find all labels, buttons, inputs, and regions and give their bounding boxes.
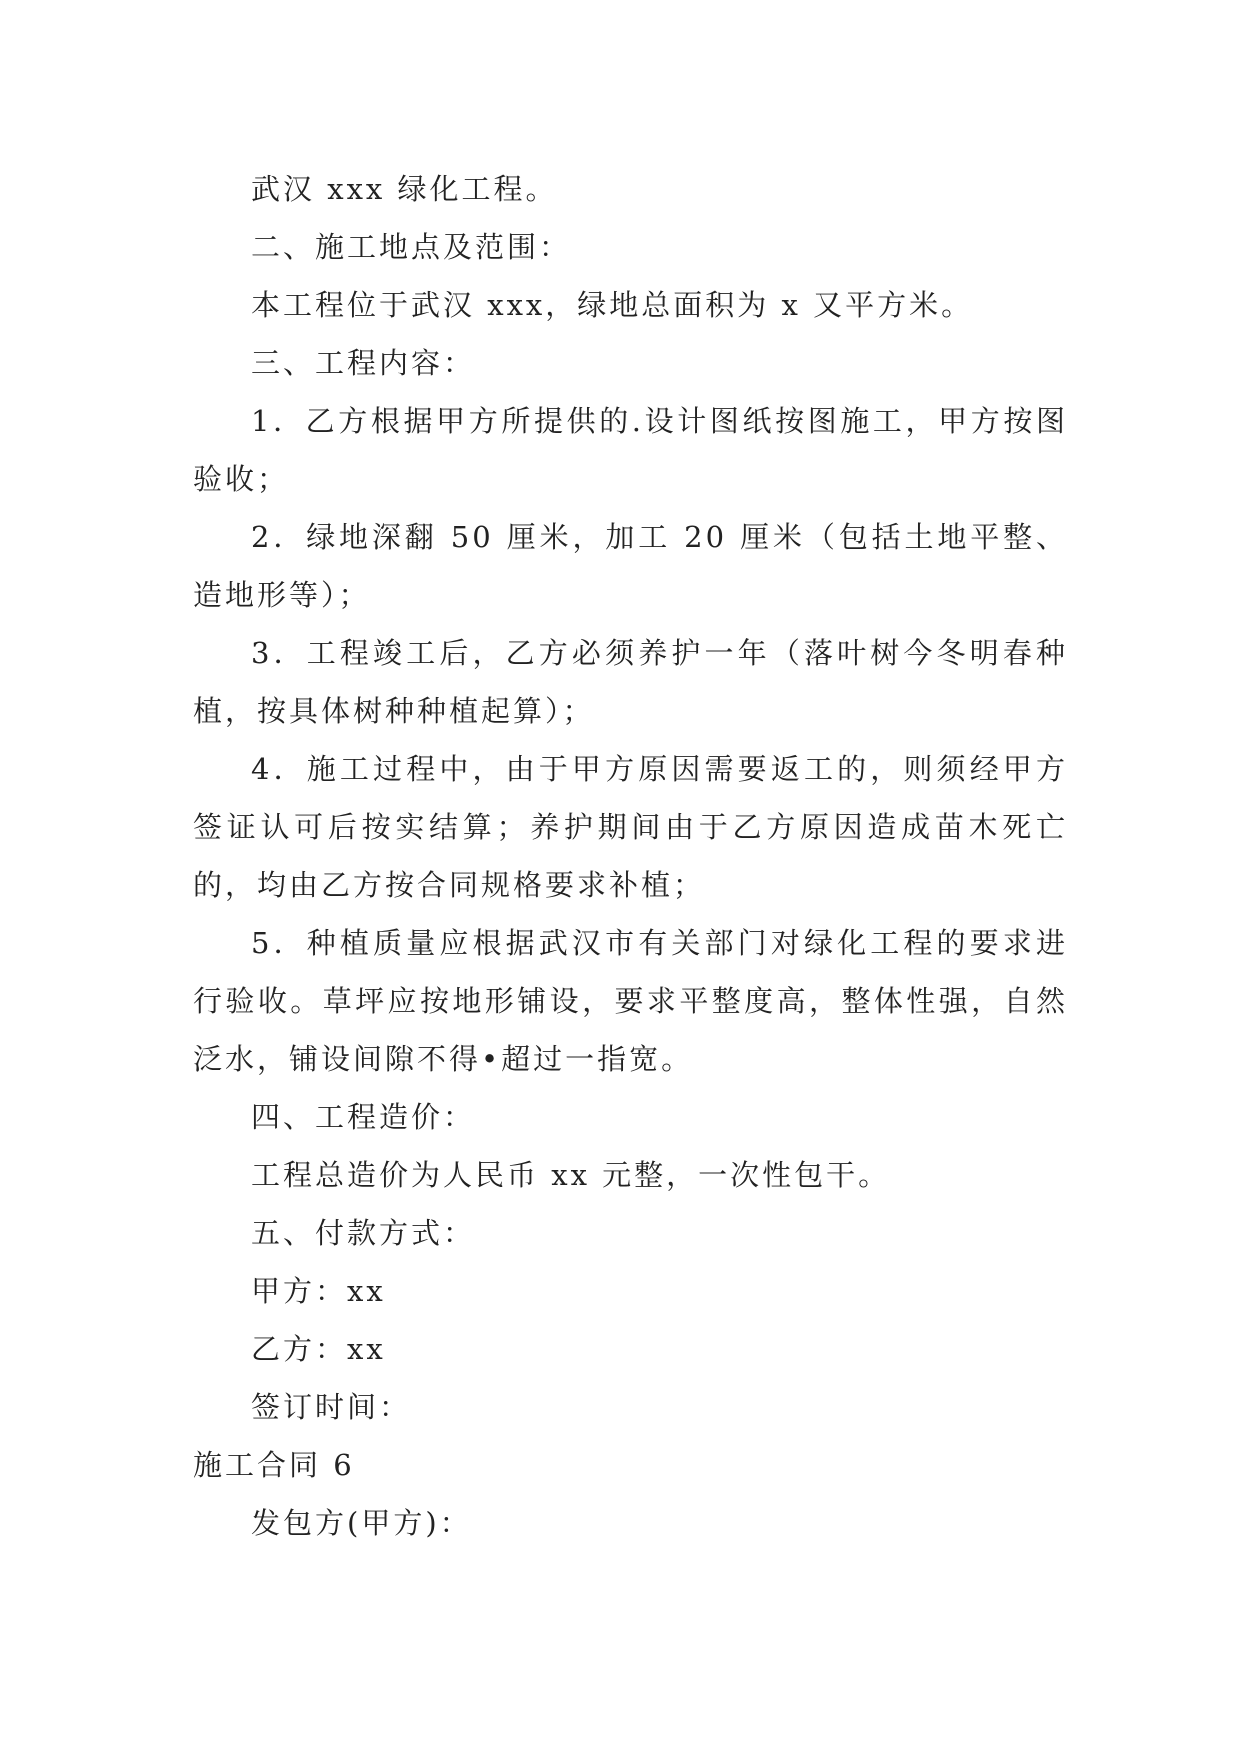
location-paragraph: 本工程位于武汉 xxx，绿地总面积为 x 又平方米。	[251, 288, 974, 322]
content-item-3: 3．工程竣工后，乙方必须养护一年（落叶树今冬明春种植，按具体树种种植起算）；	[193, 636, 1068, 728]
content-item-4: 4．施工过程中，由于甲方原因需要返工的，则须经甲方签证认可后按实结算；养护期间由于乙方原因造成苗木死亡的，均由乙方按合同规格要求补植；	[193, 752, 1068, 902]
party-a-line: 甲方：xx	[251, 1274, 386, 1308]
project-name-line: 武汉 xxx 绿化工程。	[251, 172, 558, 206]
section-heading-payment: 五、付款方式：	[251, 1216, 476, 1250]
contract-section-title: 施工合同 6	[193, 1448, 355, 1482]
document-body	[193, 160, 1068, 1552]
cost-paragraph: 工程总造价为人民币 xx 元整，一次性包干。	[251, 1158, 891, 1192]
content-item-5: 5．种植质量应根据武汉市有关部门对绿化工程的要求进行验收。草坪应按地形铺设，要求平整度高，整体性强，自然泛水，铺设间隙不得•超过一指宽。	[193, 926, 1068, 1076]
employer-line: 发包方(甲方)：	[251, 1506, 472, 1540]
signing-date-line: 签订时间：	[251, 1390, 412, 1424]
content-item-1: 1．乙方根据甲方所提供的.设计图纸按图施工，甲方按图验收；	[193, 404, 1068, 496]
section-heading-cost: 四、工程造价：	[251, 1100, 476, 1134]
section-heading-location: 二、施工地点及范围：	[251, 230, 572, 264]
section-heading-content: 三、工程内容：	[251, 346, 476, 380]
party-b-line: 乙方：xx	[251, 1332, 386, 1366]
content-item-2: 2．绿地深翻 50 厘米，加工 20 厘米（包括土地平整、造地形等）；	[193, 520, 1068, 612]
